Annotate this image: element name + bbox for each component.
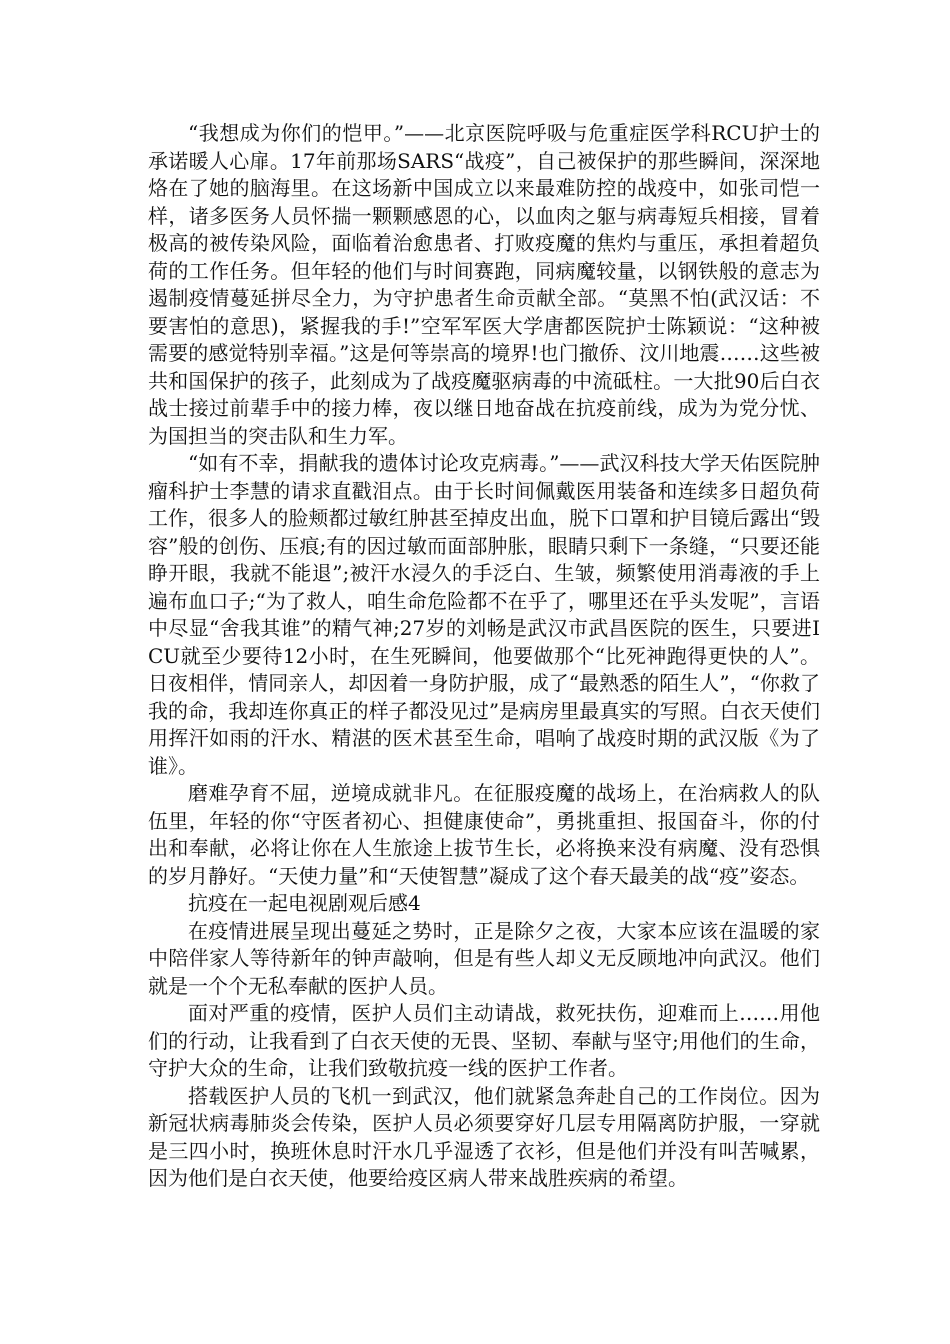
paragraph: 磨难孕育不屈，逆境成就非凡。在征服疫魔的战场上，在治病救人的队伍里，年轻的你“守医者初心、担健康使命”，勇挑重担、报国奋斗，你的付出和奉献，必将让你在人生旅途上拔节生长，必将换来没有病魔、没有恐惧的岁月静好。“天使力量”和“天使智慧”凝成了这个春天最美的战“疫”姿态。 xyxy=(148,781,820,888)
paragraph: 搭载医护人员的飞机一到武汉，他们就紧急奔赴自己的工作岗位。因为新冠状病毒肺炎会传染，医护人员必须要穿好几层专用隔离防护服，一穿就是三四小时，换班休息时汗水几乎湿透了衣衫，但是他们并没有叫苦喊累，因为他们是白衣天使，他要给疫区病人带来战胜疾病的希望。 xyxy=(148,1083,820,1190)
paragraph: “我想成为你们的恺甲。”——北京医院呼吸与危重症医学科RCU护士的承诺暖人心扉。17年前那场SARS“战疫”，自己被保护的那些瞬间，深深地烙在了她的脑海里。在这场新中国成立以来最难防控的战疫中，如张司恺一样，诸多医务人员怀揣一颗颗感恩的心，以血肉之躯与病毒短兵相接，冒着极高的被传染风险，面临着治愈患者、打败疫魔的焦灼与重压，承担着超负荷的工作任务。但年轻的他们与时间赛跑，同病魔较量，以钢铁般的意志为遏制疫情蔓延拼尽全力，为守护患者生命贡献全部。“莫黑不怕(武汉话：不要害怕的意思)，紧握我的手!”空军军医大学唐都医院护士陈颖说：“这种被需要的感觉特别幸福。”这是何等崇高的境界!也门撤侨、汶川地震……这些被共和国保护的孩子，此刻成为了战疫魔驱病毒的中流砥柱。一大批90后白衣战士接过前辈手中的接力棒，夜以继日地奋战在抗疫前线，成为为党分忧、为国担当的突击队和生力军。 xyxy=(148,121,820,448)
document-body xyxy=(148,120,820,1193)
section-heading: 抗疫在一起电视剧观后感4 xyxy=(188,891,421,915)
paragraph: “如有不幸，捐献我的遗体讨论攻克病毒。”——武汉科技大学天佑医院肿瘤科护士李慧的请求直戳泪点。由于长时间佩戴医用装备和连续多日超负荷工作，很多人的脸颊都过敏红肿甚至掉皮出血，脱下口罩和护目镜后露出“毁容”般的创伤、压痕;有的因过敏而面部肿胀，眼睛只剩下一条缝，“只要还能睁开眼，我就不能退”;被汗水浸久的手泛白、生皱，频繁使用消毒液的手上遍布血口子;“为了救人，咱生命危险都不在乎了，哪里还在乎头发呢”，言语中尽显“舍我其谁”的精气神;27岁的刘畅是武汉市武昌医院的医生，只要进ICU就至少要待12小时，在生死瞬间，他要做那个“比死神跑得更快的人”。日夜相伴，情同亲人，却因着一身防护服，成了“最熟悉的陌生人”，“你救了我的命，我却连你真正的样子都没见过”是病房里最真实的写照。白衣天使们用挥汗如雨的汗水、精湛的医术甚至生命，唱响了战疫时期的武汉版《为了谁》。 xyxy=(148,451,820,778)
paragraph: 面对严重的疫情，医护人员们主动请战，救死扶伤，迎难而上……用他们的行动，让我看到了白衣天使的无畏、坚韧、奉献与坚守;用他们的生命，守护大众的生命，让我们致敬抗疫一线的医护工作者。 xyxy=(148,1001,820,1080)
paragraph: 在疫情进展呈现出蔓延之势时，正是除夕之夜，大家本应该在温暖的家中陪伴家人等待新年的钟声敲响，但是有些人却义无反顾地冲向武汉。他们就是一个个无私奉献的医护人员。 xyxy=(148,918,820,998)
